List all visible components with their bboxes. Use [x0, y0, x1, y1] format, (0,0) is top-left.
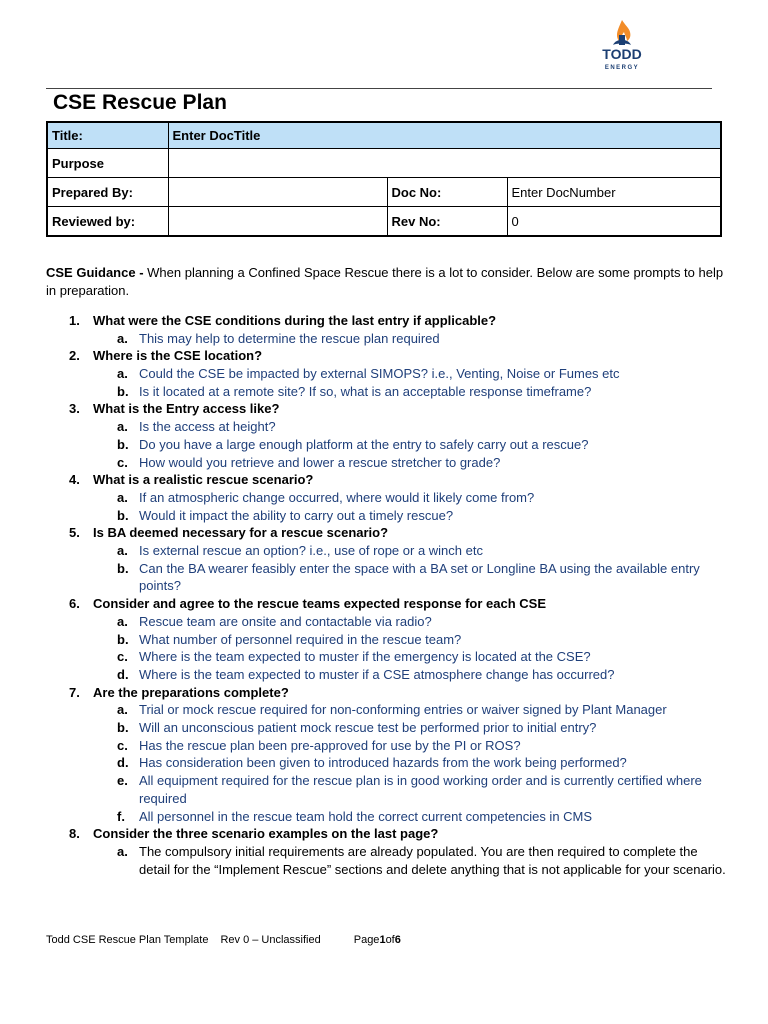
question-item: [0, 524, 768, 542]
sub-item-text: Rescue team are onsite and contactable via radio?: [139, 613, 432, 629]
question-text: What is the Entry access like?: [93, 401, 280, 417]
sub-item-text: Could the CSE be impacted by external SIMOPS? i.e., Venting, Noise or Fumes etc: [139, 366, 620, 382]
sub-item: [0, 737, 768, 755]
footer-page-number: 1: [379, 934, 386, 946]
question-text: Is BA deemed necessary for a rescue scenario?: [93, 525, 389, 541]
sub-item: [0, 330, 768, 348]
sub-item-text: Can the BA wearer feasibly enter the space with a BA set or Longline BA using the available entry points?: [139, 560, 700, 594]
sub-item-letter: a.: [117, 366, 128, 382]
question-number: 6.: [69, 596, 80, 612]
footer-doc-title: Todd CSE Rescue Plan Template: [46, 934, 209, 946]
sub-item: [0, 719, 768, 737]
sub-item-letter: b.: [117, 720, 129, 736]
sub-item-letter: f.: [117, 808, 125, 824]
reviewed-by-field[interactable]: [168, 207, 387, 237]
question-number: 5.: [69, 525, 80, 541]
footer-revision: Rev 0 – Unclassified: [220, 934, 321, 946]
doc-no-label: Doc No:: [387, 178, 507, 207]
sub-item-letter: b.: [117, 436, 129, 452]
sub-item-letter: b.: [117, 631, 129, 647]
sub-item: [0, 454, 768, 472]
sub-item-text: Do you have a large enough platform at the entry to safely carry out a rescue?: [139, 436, 589, 452]
question-item: [0, 347, 768, 365]
reviewed-row: [47, 207, 721, 237]
sub-item-text: What number of personnel required in the rescue team?: [139, 631, 462, 647]
sub-item-text: Will an unconscious patient mock rescue test be performed prior to initial entry?: [139, 720, 597, 736]
title-label: Title:: [47, 122, 168, 149]
sub-item: [0, 542, 768, 560]
sub-item: [0, 648, 768, 666]
sub-item-text: Trial or mock rescue required for non-conforming entries or waiver signed by Plant Manager: [139, 702, 667, 718]
sub-item-text: If an atmospheric change occurred, where would it likely come from?: [139, 489, 535, 505]
sub-item: [0, 489, 768, 507]
question-text: What is a realistic rescue scenario?: [93, 472, 314, 488]
question-text: Where is the CSE location?: [93, 348, 263, 364]
sub-item-text: All personnel in the rescue team hold the correct current competencies in CMS: [139, 808, 593, 824]
prepared-row: [47, 178, 721, 207]
sub-item: [0, 365, 768, 383]
purpose-row: [47, 149, 721, 178]
sub-item: [0, 560, 768, 595]
prepared-by-label: Prepared By:: [47, 178, 168, 207]
question-item: [0, 471, 768, 489]
sub-item-letter: d.: [117, 755, 129, 771]
sub-item-text: Has the rescue plan been pre-approved for use by the PI or ROS?: [139, 737, 521, 753]
sub-item-letter: c.: [117, 649, 128, 665]
logo-wordmark: TODD: [602, 46, 642, 62]
question-list: [0, 312, 768, 878]
sub-item: [0, 613, 768, 631]
question-text: Consider and agree to the rescue teams expected response for each CSE: [93, 596, 546, 612]
sub-item: [0, 666, 768, 684]
sub-item-letter: a.: [117, 702, 128, 718]
question-number: 2.: [69, 348, 80, 364]
sub-item: [0, 754, 768, 772]
sub-item-letter: a.: [117, 843, 128, 859]
sub-item: [0, 772, 768, 807]
sub-item-letter: c.: [117, 737, 128, 753]
rev-no-label: Rev No:: [387, 207, 507, 237]
sub-item: [0, 701, 768, 719]
sub-item: [0, 418, 768, 436]
question-item: [0, 400, 768, 418]
question-item: [0, 312, 768, 330]
footer-page-total: 6: [394, 934, 401, 946]
sub-item-letter: b.: [117, 507, 129, 523]
sub-item-text: Is it located at a remote site? If so, what is an acceptable response timeframe?: [139, 383, 592, 399]
sub-item: [0, 808, 768, 826]
sub-item: [0, 843, 768, 878]
guidance-text: When planning a Confined Space Rescue there is a lot to consider. Below are some prompts to help in preparation.: [46, 265, 724, 298]
sub-item-text: Where is the team expected to muster if a CSE atmosphere change has occurred?: [139, 666, 615, 682]
sub-item-letter: a.: [117, 330, 128, 346]
sub-item-text: Would it impact the ability to carry out a timely rescue?: [139, 507, 454, 523]
question-number: 4.: [69, 472, 80, 488]
sub-item-letter: e.: [117, 773, 128, 789]
sub-item-text: All equipment required for the rescue plan is in good working order and is currently certified where required: [139, 773, 702, 806]
title-row: [47, 122, 721, 149]
logo-subtext: ENERGY: [604, 65, 640, 71]
sub-item-letter: a.: [117, 489, 128, 505]
todd-energy-logo: [590, 18, 660, 74]
footer-page-word: Page: [353, 934, 380, 946]
sub-item-text: Is external rescue an option? i.e., use of rope or a winch etc: [139, 543, 483, 559]
sub-item-text: Is the access at height?: [139, 419, 276, 435]
question-number: 8.: [69, 826, 80, 842]
title-field[interactable]: Enter DocTitle: [168, 122, 721, 149]
sub-item: [0, 507, 768, 525]
sub-item-text: Has consideration been given to introduced hazards from the work being performed?: [139, 755, 627, 771]
doc-no-field[interactable]: Enter DocNumber: [507, 178, 721, 207]
page-footer: [46, 934, 401, 946]
guidance-paragraph: [46, 264, 726, 300]
document-info-table: [46, 121, 722, 237]
sub-item-letter: a.: [117, 613, 128, 629]
rev-no-field[interactable]: 0: [507, 207, 721, 237]
question-text: What were the CSE conditions during the last entry if applicable?: [93, 313, 497, 328]
purpose-field[interactable]: [168, 149, 721, 178]
purpose-label: Purpose: [47, 149, 168, 178]
question-number: 7.: [69, 684, 80, 700]
guidance-lead: CSE Guidance -: [46, 265, 148, 280]
page-title: CSE Rescue Plan: [53, 91, 227, 114]
reviewed-by-label: Reviewed by:: [47, 207, 168, 237]
sub-item-letter: b.: [117, 383, 129, 399]
sub-item-letter: a.: [117, 419, 128, 435]
question-number: 3.: [69, 401, 80, 417]
prepared-by-field[interactable]: [168, 178, 387, 207]
sub-item: [0, 383, 768, 401]
sub-item-text: The compulsory initial requirements are already populated. You are then required to complete the detail for the “Implement Rescue” sections and delete anything that is not applicable for your scenario.: [139, 843, 726, 877]
sub-item-text: This may help to determine the rescue plan required: [139, 330, 440, 346]
question-number: 1.: [69, 313, 80, 328]
sub-item-letter: b.: [117, 560, 129, 576]
sub-item: [0, 436, 768, 454]
sub-item-letter: a.: [117, 543, 128, 559]
sub-item-text: How would you retrieve and lower a rescue stretcher to grade?: [139, 454, 501, 470]
footer-of-word: of: [385, 934, 395, 946]
question-item: [0, 825, 768, 843]
sub-item: [0, 631, 768, 649]
question-item: [0, 684, 768, 702]
question-item: [0, 595, 768, 613]
question-text: Consider the three scenario examples on the last page?: [93, 826, 439, 842]
sub-item-text: Where is the team expected to muster if the emergency is located at the CSE?: [139, 649, 591, 665]
sub-item-letter: d.: [117, 666, 129, 682]
question-text: Are the preparations complete?: [93, 684, 289, 700]
sub-item-letter: c.: [117, 454, 128, 470]
